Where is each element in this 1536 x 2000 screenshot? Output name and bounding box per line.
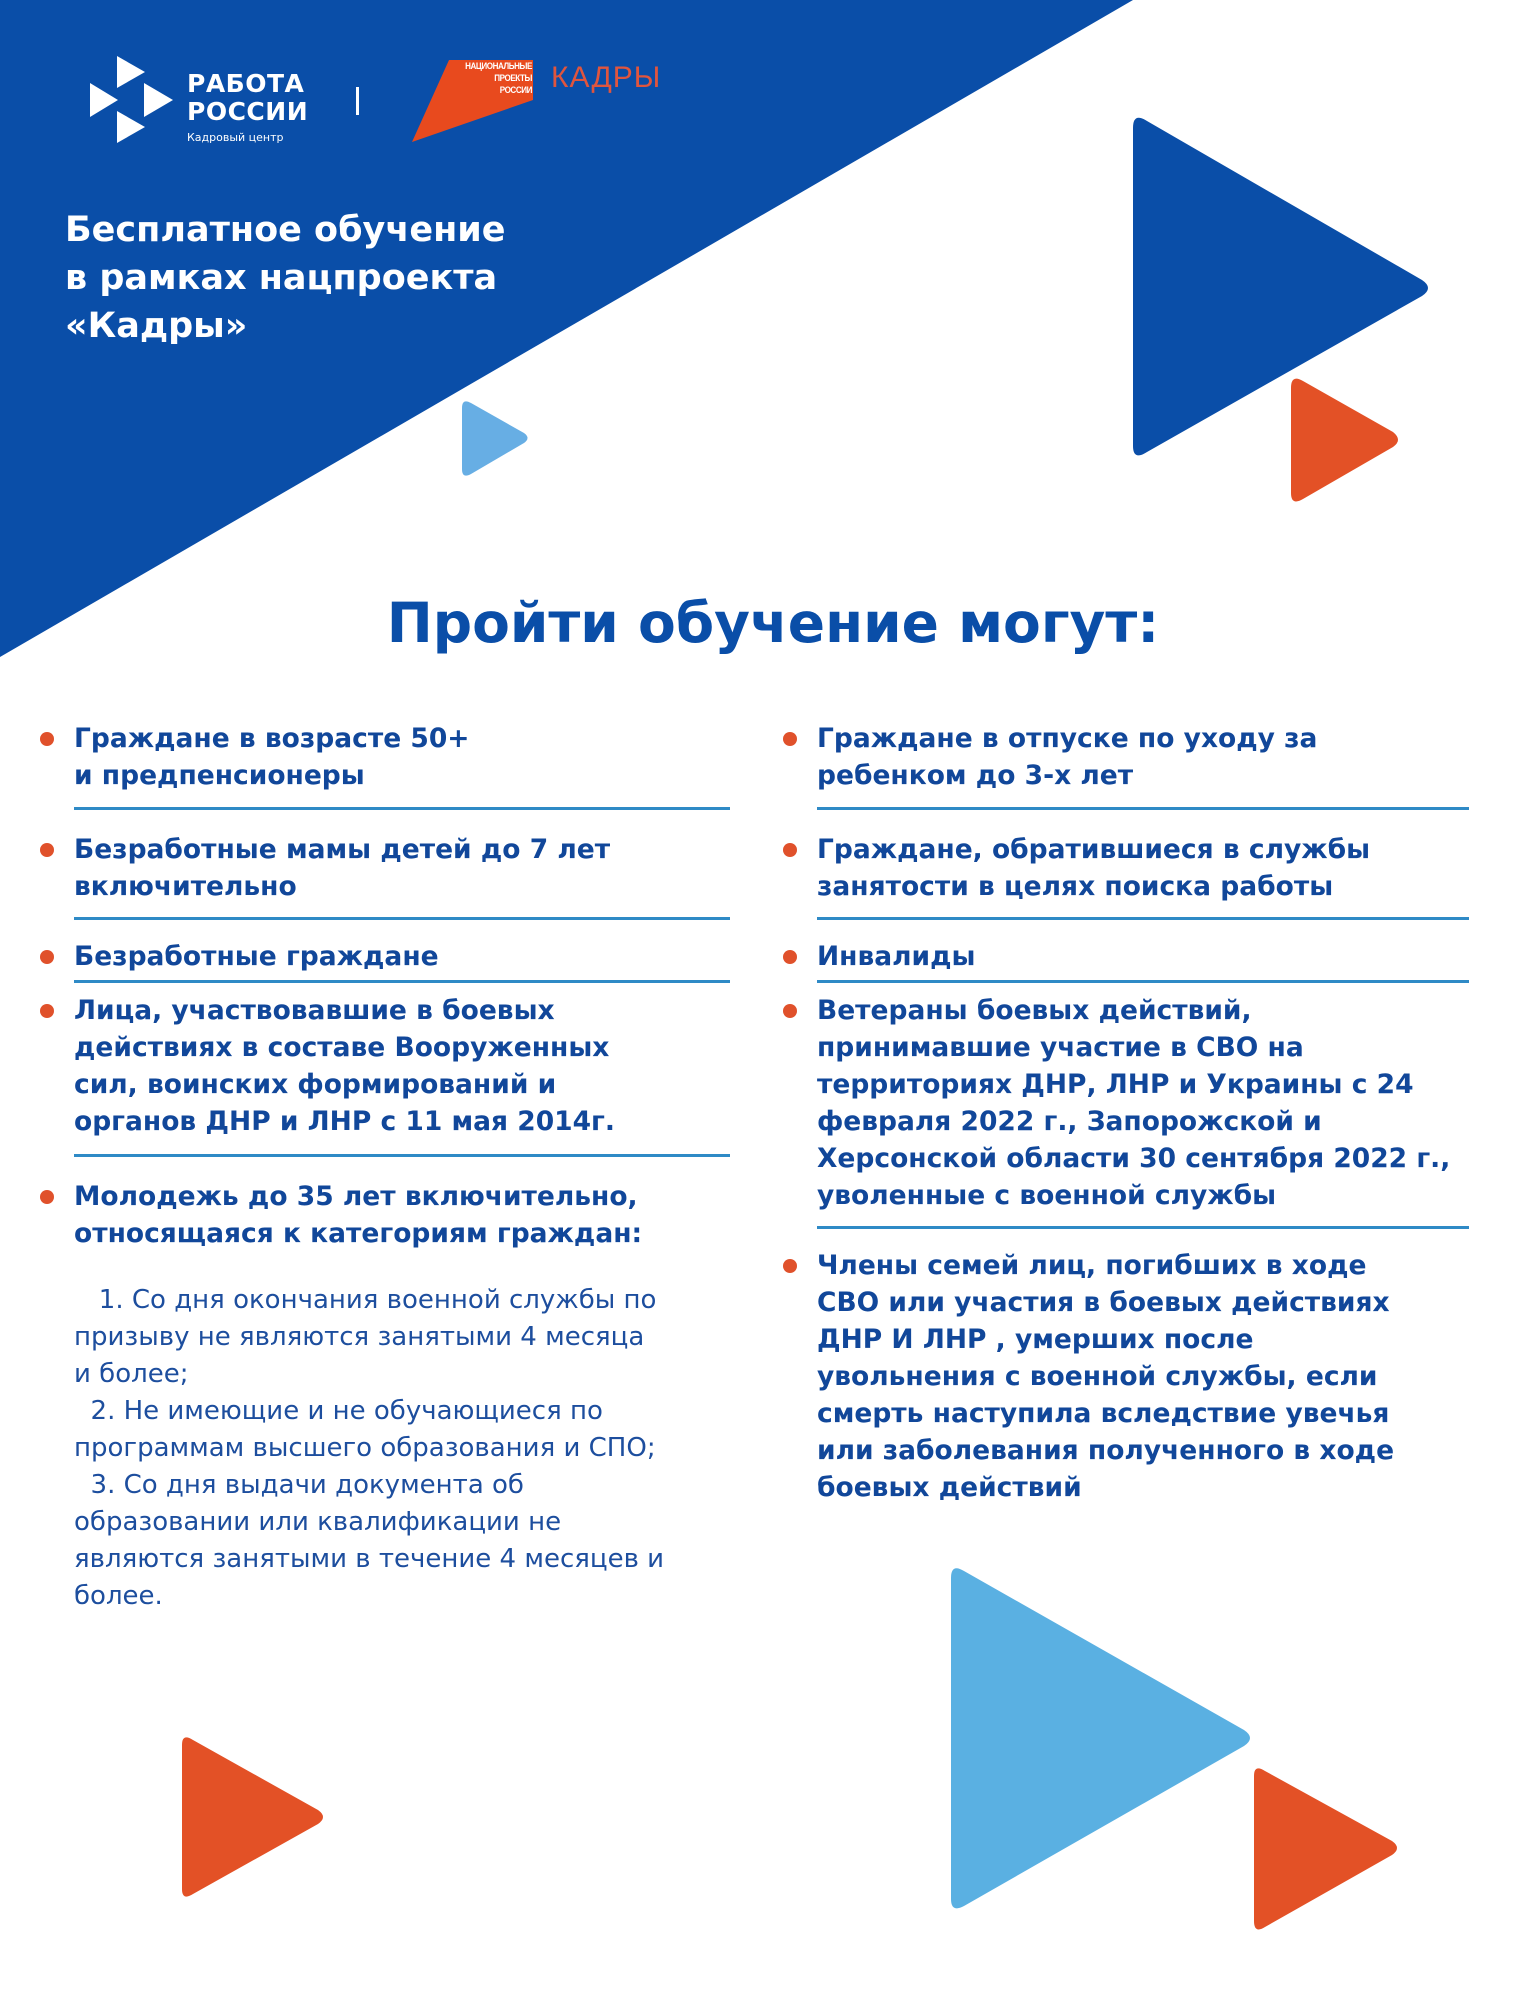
natsproekty-line1: НАЦИОНАЛЬНЫЕ [465,61,532,72]
list-item-line: включительно [74,871,297,902]
youth-categories-list [40,1282,740,1615]
hero-title-line: Бесплатное обучение [65,210,506,250]
list-item-line: и предпенсионеры [74,760,365,791]
play-triangle-icon-small-lightblue [462,401,528,475]
list-item-line: сил, воинских формирований и [74,1069,557,1100]
sublist-line: 3. Со дня выдачи документа об [74,1470,524,1500]
divider [817,917,1469,920]
bullet-dot-icon [783,950,797,964]
list-item-line: Члены семей лиц, погибших в ходе [817,1250,1367,1281]
divider [74,980,730,983]
list-item-line: смерть наступила вследствие увечья [817,1398,1390,1429]
sublist-line: призыву не являются занятыми 4 месяца [74,1322,645,1352]
list-item [783,938,1483,975]
list-item-line: Молодежь до 35 лет включительно, [74,1181,638,1212]
list-item-line: Безработные граждане [74,941,439,972]
list-item-line: боевых действий [817,1472,1082,1503]
bullet-dot-icon [783,843,797,857]
sublist-line: образовании или квалификации не [74,1507,562,1537]
left-column-list [40,720,740,1615]
list-item-line: Граждане в отпуске по уходу за [817,723,1318,754]
play-triangle-icon-large-lightblue [951,1568,1250,1908]
list-item-line: действиях в составе Вооруженных [74,1032,610,1063]
list-item-line: Граждане в возрасте 50+ [74,723,470,754]
divider [817,1226,1469,1229]
list-item [783,831,1483,905]
logo-rabota-line1: РАБОТА [187,69,305,98]
list-item-line: уволенные с военной службы [817,1180,1277,1211]
list-item [40,1178,740,1252]
play-triangle-icon-orange-bottom-left [182,1737,323,1896]
sublist-line: 2. Не имеющие и не обучающиеся по [74,1396,603,1426]
list-item-line: Инвалиды [817,941,976,972]
divider [74,807,730,810]
logo-divider [356,87,359,115]
sublist-line: более. [74,1581,163,1611]
list-item [783,1247,1483,1506]
list-item-line: увольнения с военной службы, если [817,1361,1378,1392]
list-item-line: территориях ДНР, ЛНР и Украины с 24 [817,1069,1414,1100]
list-item [783,720,1483,794]
section-title: Пройти обучение могут: [386,591,1160,655]
list-item [40,938,740,975]
bullet-dot-icon [40,843,54,857]
divider [74,917,730,920]
bullet-dot-icon [40,950,54,964]
natsproekty-line3: РОССИИ [499,85,532,96]
sublist-line: и более; [74,1359,189,1389]
list-item-line: Херсонской области 30 сентября 2022 г., [817,1143,1451,1174]
list-item [40,831,740,905]
logo-rabota-line2: РОССИИ [187,97,309,126]
sublist-line: 1. Со дня окончания военной службы по [74,1285,657,1315]
hero-title-line: «Кадры» [65,306,248,346]
bullet-dot-icon [40,732,54,746]
divider [817,807,1469,810]
play-triangle-icon-orange-top [1291,379,1398,502]
list-item-line: февраля 2022 г., Запорожской и [817,1106,1322,1137]
natsproekty-logo-text [461,61,532,97]
list-item-line: относящаяся к категориям граждан: [74,1218,643,1249]
list-item-line: принимавшие участие в СВО на [817,1032,1304,1063]
list-item-line: СВО или участия в боевых действиях [817,1287,1390,1318]
bullet-dot-icon [783,1004,797,1018]
bullet-dot-icon [40,1004,54,1018]
list-item-line: ДНР И ЛНР , умерших после [817,1324,1254,1355]
bullet-dot-icon [783,1259,797,1273]
list-item-line: занятости в целях поиска работы [817,871,1334,902]
play-triangle-icon-large-blue [1133,118,1428,456]
divider [817,980,1469,983]
sublist-line: программам высшего образования и СПО; [74,1433,656,1463]
list-item-line: Граждане, обратившиеся в службы [817,834,1371,865]
logo-rabota-subtitle: Кадровый центр [187,131,284,144]
list-item-line: Безработные мамы детей до 7 лет [74,834,611,865]
rabota-rossii-logo-text [187,70,308,145]
list-item [40,992,740,1140]
divider [74,1154,730,1157]
right-column-list [783,720,1483,1506]
hero-title [65,206,506,350]
list-item-line: или заболевания полученного в ходе [817,1435,1395,1466]
kadry-logo-text: КАДРЫ [551,61,662,94]
hero-title-line: в рамках нацпроекта [65,258,498,298]
sublist-line: являются занятыми в течение 4 месяцев и [74,1544,665,1574]
list-item-line: Лица, участвовавшие в боевых [74,995,555,1026]
list-item-line: Ветераны боевых действий, [817,995,1252,1026]
play-triangle-icon-orange-bottom-right [1254,1768,1397,1929]
list-item-line: органов ДНР и ЛНР с 11 мая 2014г. [74,1106,615,1137]
list-item-line: ребенком до 3-х лет [817,760,1134,791]
natsproekty-line2: ПРОЕКТЫ [494,73,532,84]
bullet-dot-icon [783,732,797,746]
list-item [40,720,740,794]
bullet-dot-icon [40,1190,54,1204]
list-item [783,992,1483,1214]
